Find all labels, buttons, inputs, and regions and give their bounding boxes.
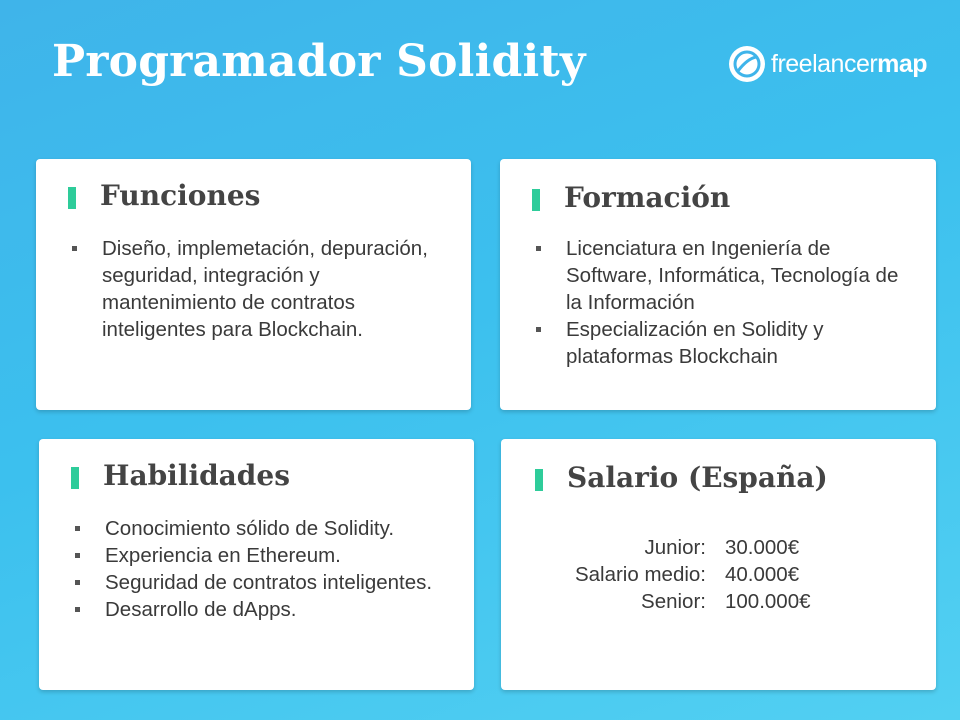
formacion-header [532,181,730,214]
salary-row-junior [501,536,936,563]
bullet-icon [72,246,77,251]
salary-row-senior [501,590,936,617]
list-item: Conocimiento sólido de Solidity. [75,515,454,542]
formacion-card [500,159,936,410]
habilidades-card [39,439,474,690]
salary-value: 40.000€ [725,563,800,586]
funciones-title: Funciones [100,179,261,212]
salary-label: Junior: [644,536,706,559]
bullet-icon [536,246,541,251]
list-item: Licenciatura en Ingeniería de Software, Informática, Tecnología de la Información [536,235,916,316]
salary-label: Salario medio: [574,563,706,586]
list-item: Experiencia en Ethereum. [75,542,454,569]
salary-label: Senior: [641,590,706,613]
habilidades-header [71,459,290,492]
funciones-card [36,159,471,410]
bullet-icon [75,607,80,612]
accent-bar [535,469,543,491]
habilidades-list [75,515,454,623]
freelancermap-logo-icon [727,44,767,84]
salary-value: 30.000€ [725,536,800,559]
funciones-header [68,179,260,212]
bullet-icon [75,526,80,531]
accent-bar [71,467,79,489]
list-item: Seguridad de contratos inteligentes. [75,569,454,596]
salario-header [535,461,828,494]
accent-bar [532,189,540,211]
funciones-list [72,235,451,343]
page-title: Programador Solidity [52,36,586,87]
logo-wordmark: freelancermap [771,49,928,78]
salario-title: Salario (España) [567,461,828,494]
list-item: Desarrollo de dApps. [75,596,454,623]
formacion-list [536,235,916,370]
list-item: Especialización en Solidity y plataformas Blockchain [536,316,916,370]
salary-value: 100.000€ [725,590,811,613]
freelancermap-logo [727,44,927,84]
habilidades-title: Habilidades [103,459,290,492]
bullet-icon [536,327,541,332]
salary-row-medio [501,563,936,590]
list-item: Diseño, implemetación, depuración, seguridad, integración y mantenimiento de contratos inteligentes para Blockchain. [72,235,451,343]
salario-card [501,439,936,690]
bullet-icon [75,553,80,558]
accent-bar [68,187,76,209]
formacion-title: Formación [564,181,731,214]
bullet-icon [75,580,80,585]
